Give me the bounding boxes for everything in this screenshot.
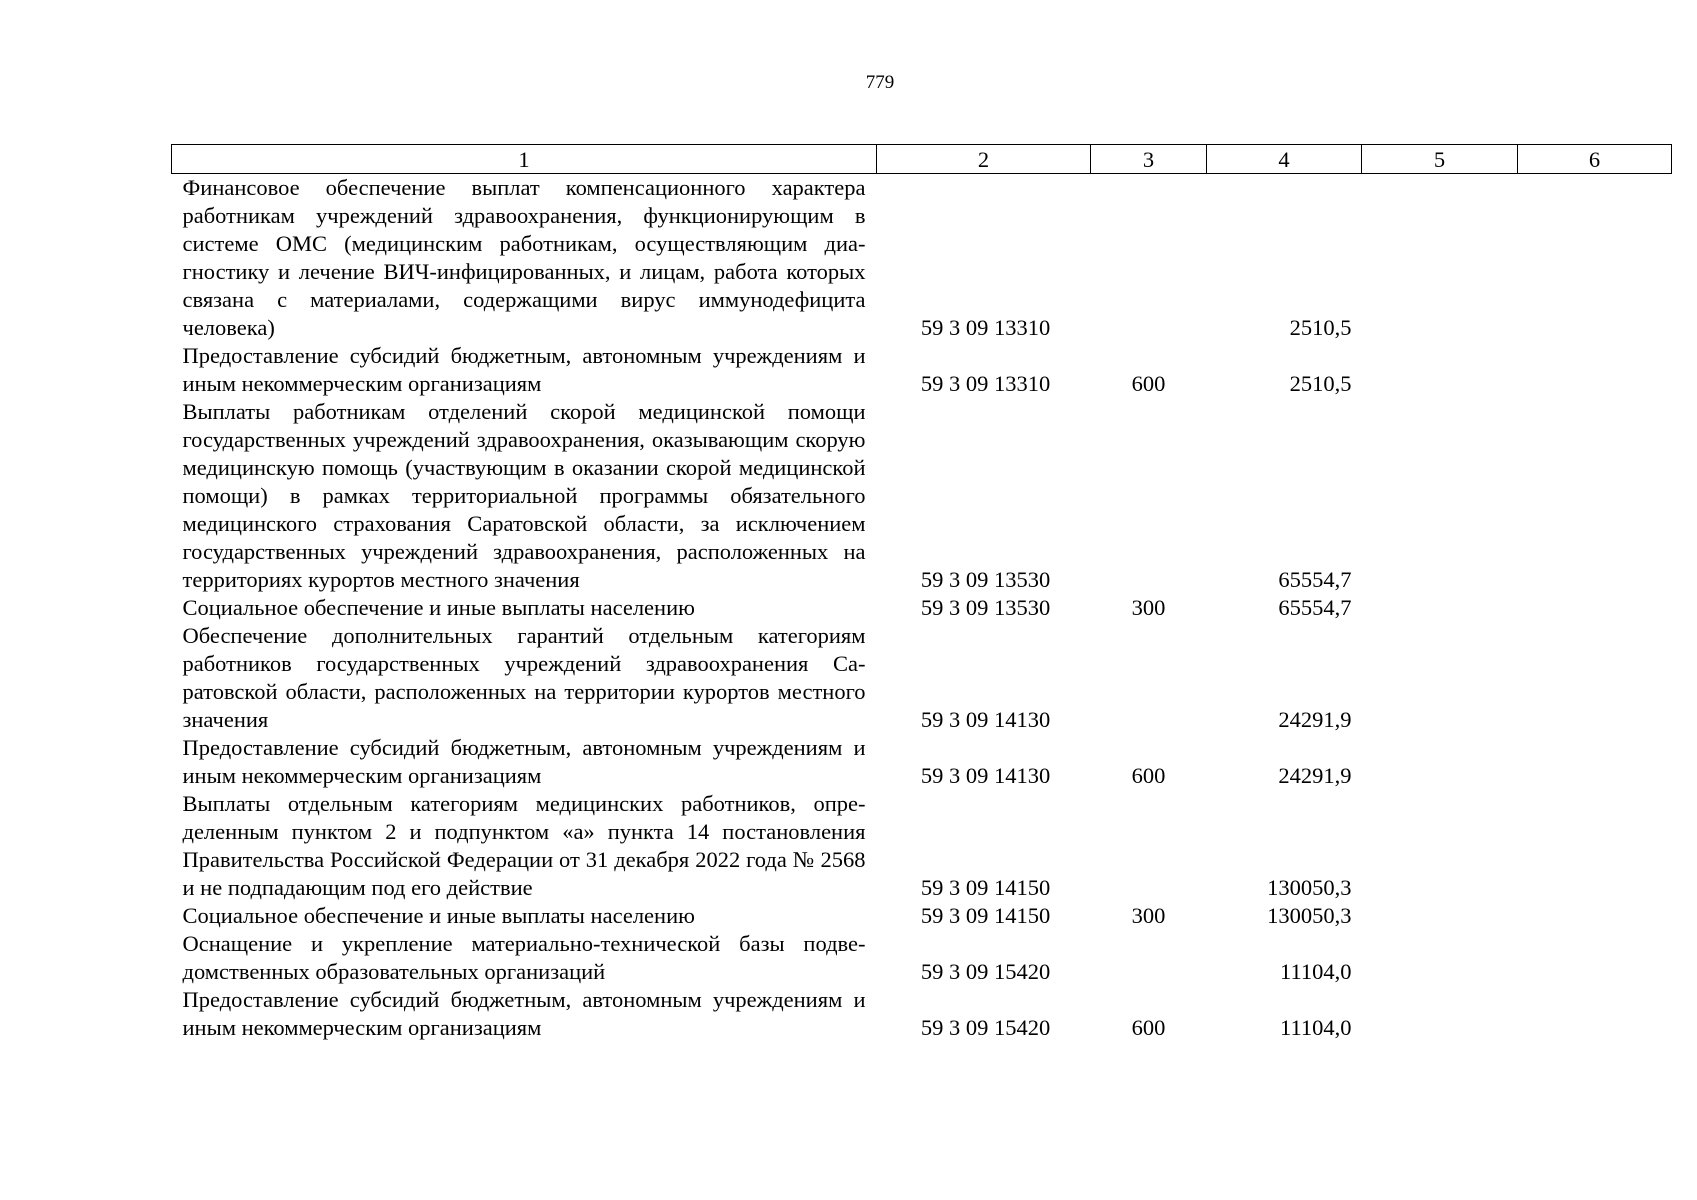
row-col-5: [1362, 902, 1518, 930]
row-col-5: [1362, 790, 1518, 902]
row-name: Предоставление субсидий бюджетным, автономным учреждениям и иным некоммерческим организациям: [182, 735, 866, 788]
row-col-5: [1362, 594, 1518, 622]
row-col-5: [1362, 342, 1518, 398]
row-col-6: [1518, 986, 1672, 1042]
row-amount: 11104,0: [1280, 959, 1352, 984]
row-col-5: [1362, 398, 1518, 594]
row-code: 59 3 09 14150: [920, 875, 1051, 900]
row-col-5: [1362, 734, 1518, 790]
row-name: Оснащение и укрепление материально-технической базы подведомственных образовательных организаций: [182, 931, 866, 984]
column-header-3: 3: [1091, 145, 1207, 174]
row-name: Социальное обеспечение и иные выплаты населению: [182, 903, 695, 928]
column-header-1: 1: [172, 145, 877, 174]
row-code: 59 3 09 14150: [920, 903, 1051, 928]
row-name: Предоставление субсидий бюджетным, автономным учреждениям и иным некоммерческим организациям: [182, 987, 866, 1040]
row-expense-type: 300: [1131, 903, 1166, 928]
row-col-5: [1362, 622, 1518, 734]
row-amount: 24291,9: [1278, 707, 1352, 732]
row-code: 59 3 09 15420: [920, 959, 1051, 984]
row-amount: 2510,5: [1289, 371, 1352, 396]
table-row: [172, 986, 1672, 1042]
row-expense-type: [1091, 930, 1207, 986]
row-col-5: [1362, 930, 1518, 986]
row-col-5: [1362, 174, 1518, 343]
row-name: Выплаты отдельным категориям медицинских работников, определенным пунктом 2 и подпунктом «а» пункта 14 постановления Правительства Российской Федерации от 31 декабря 2022 года № 2568 и не подпадающим под его действие: [182, 791, 866, 900]
row-code: 59 3 09 13530: [920, 595, 1051, 620]
column-header-4: 4: [1207, 145, 1362, 174]
row-code: 59 3 09 15420: [920, 1015, 1051, 1040]
row-amount: 130050,3: [1267, 903, 1352, 928]
row-col-6: [1518, 902, 1672, 930]
table-row: [172, 790, 1672, 902]
row-col-6: [1518, 734, 1672, 790]
row-col-6: [1518, 790, 1672, 902]
table-row: [172, 398, 1672, 594]
row-name: Социальное обеспечение и иные выплаты населению: [182, 595, 695, 620]
row-name: Обеспечение дополнительных гарантий отдельным категориям работников государственных учреждений здравоохранения Саратовской области, расположенных на территории курортов местного значения: [182, 623, 866, 732]
budget-table: [171, 144, 1672, 1042]
column-header-2: 2: [877, 145, 1091, 174]
row-expense-type: 600: [1131, 371, 1166, 396]
table-header: [172, 145, 1672, 174]
row-col-6: [1518, 174, 1672, 343]
row-expense-type: [1091, 622, 1207, 734]
row-amount: 130050,3: [1267, 875, 1352, 900]
row-col-5: [1362, 986, 1518, 1042]
row-expense-type: [1091, 790, 1207, 902]
column-header-6: 6: [1518, 145, 1672, 174]
row-col-6: [1518, 622, 1672, 734]
row-expense-type: [1091, 398, 1207, 594]
table-row: [172, 734, 1672, 790]
row-col-6: [1518, 398, 1672, 594]
row-code: 59 3 09 13310: [920, 315, 1051, 340]
row-amount: 11104,0: [1280, 1015, 1352, 1040]
table-row: [172, 174, 1672, 343]
row-name: Предоставление субсидий бюджетным, автономным учреждениям и иным некоммерческим организациям: [182, 343, 866, 396]
table-row: [172, 930, 1672, 986]
table-body: [172, 174, 1672, 1043]
row-expense-type: [1091, 174, 1207, 343]
row-expense-type: 600: [1131, 1015, 1166, 1040]
row-amount: 24291,9: [1278, 763, 1352, 788]
row-code: 59 3 09 14130: [920, 707, 1051, 732]
row-amount: 65554,7: [1278, 595, 1352, 620]
row-amount: 2510,5: [1289, 315, 1352, 340]
page-number: 779: [865, 72, 895, 93]
column-header-5: 5: [1362, 145, 1518, 174]
row-col-6: [1518, 594, 1672, 622]
table-header-row: [172, 145, 1672, 174]
row-name: Финансовое обеспечение выплат компенсационного характера работникам учреждений здравоохранения, функционирующим в системе ОМС (медицинским работникам, осуществляющим диагностику и лечение ВИЧ-инфицированных, и лицам, работа которых связана с материалами, содержащими вирус иммунодефицита человека): [182, 175, 866, 340]
row-col-6: [1518, 930, 1672, 986]
row-name: Выплаты работникам отделений скорой медицинской помощи государственных учреждений здравоохранения, оказывающим скорую медицинскую помощь (участвующим в оказании скорой медицинской помощи) в рамках территориальной программы обязательного медицинского страхования Саратовской области, за исключением государственных учреждений здравоохранения, расположенных на территориях курортов местного значения: [182, 399, 866, 592]
table-row: [172, 342, 1672, 398]
row-col-6: [1518, 342, 1672, 398]
row-expense-type: 300: [1131, 595, 1166, 620]
row-code: 59 3 09 13530: [920, 567, 1051, 592]
row-amount: 65554,7: [1278, 567, 1352, 592]
row-expense-type: 600: [1131, 763, 1166, 788]
row-code: 59 3 09 13310: [920, 371, 1051, 396]
row-code: 59 3 09 14130: [920, 763, 1051, 788]
table-row: [172, 622, 1672, 734]
table-row: [172, 594, 1672, 622]
table-row: [172, 902, 1672, 930]
